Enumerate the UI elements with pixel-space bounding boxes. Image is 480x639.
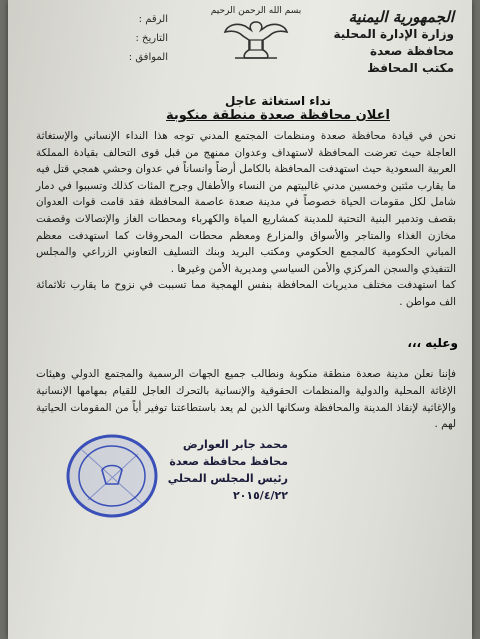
paragraph-displacement: كما استهدفت مختلف مديريات المحافظة بنفس الهمجية مما تسببت في نزوح ما يقارب ثلاثمائة الف مواطن . (36, 279, 456, 308)
governorate-name: محافظة صعدة (370, 44, 454, 58)
disaster-declaration-heading: اعلان محافظة صعدة منطقة منكوبة (166, 108, 390, 123)
number-field: الرقم : (138, 14, 168, 25)
republic-name: الجمهورية اليمنية (348, 8, 454, 26)
reference-fields (68, 10, 168, 67)
signatory-title-council: رئيس المجلس المحلي (167, 472, 288, 485)
paragraph-demand: فإننا نعلن مدينة صعدة منطقة منكوبة ونطالب جميع الجهات الرسمية والمجتمع الدولي وهيئات الإغاثة المحلية والدولية والمنظمات الحقوقية والإنسانية بالتحرك العاجل للقيام بمهامها الإنسانية والإغاثية لإنقاذ المدينة والمحافظة وسكانها الذين لم يعد باستطاعتنا توفير أياً من المقومات الحياتية لهم . (36, 368, 456, 431)
signature-date: ٢٠١٥/٤/٢٢ (232, 489, 288, 502)
appeal-title (128, 94, 428, 123)
document-sheet (8, 0, 472, 639)
paragraph-main: نحن في قيادة محافظة صعدة ومنظمات المجتمع المدني توجه هذا النداء الإنساني والإستغاثة العاجلة حيث تعرضت المحافظة لاستهداف وعدوان ممنهج من قبل قوى التحالف بقيادة المملكة العربية السعودية حيث استهدفت المحافظة بالكامل أرضاً وانساناً في عدوان وحشي همجي قتل فيه ما يقارب مئتين وخمسين مدني غالبيتهم من النساء والأطفال وجرح المئات كذلك وتسببوا في دمار شامل لكل مقومات الحياة خصوصاً في مدينة صعدة عاصمة المحافظة فقد قامت قوات العدوان بقصف وتدمير البنية التحتية للمدينة كمشاريع المياة والكهرباء ومحطات الغاز والإتصالات وقصفت مخازن الغذاء والمتاجر والأسواق والمزارع ومعظم محطات المحروقات كما استهدفت معظم المباني الحكومية كالمجمع الحكومي ومكتب البريد وبنك التسليف التعاوني الزراعي والمجلس التنفيذي والسجن المركزي والأمن السياسي ومديرية الأمن وغيرها . (36, 130, 456, 275)
corresponding-field: الموافق : (128, 52, 168, 63)
eagle-emblem-icon (221, 16, 291, 62)
urgent-appeal-heading: نداء استغاثة عاجل (225, 94, 331, 108)
ministry-name: وزارة الإدارة المحلية (333, 27, 454, 41)
letterhead-right (314, 8, 454, 77)
office-name: مكتب المحافظ (367, 61, 454, 75)
date-field: التاريخ : (135, 33, 168, 44)
signatory-name: محمد جابر العوارض (182, 438, 288, 451)
signatory-title-governor: محافظ محافظة صعدة (169, 455, 288, 468)
basmala: بسم الله الرحمن الرحيم (210, 6, 302, 16)
signature-block (88, 436, 288, 504)
therefore-label: وعليه ،،، (407, 336, 458, 350)
letter-body (36, 128, 456, 311)
national-emblem (208, 6, 304, 72)
